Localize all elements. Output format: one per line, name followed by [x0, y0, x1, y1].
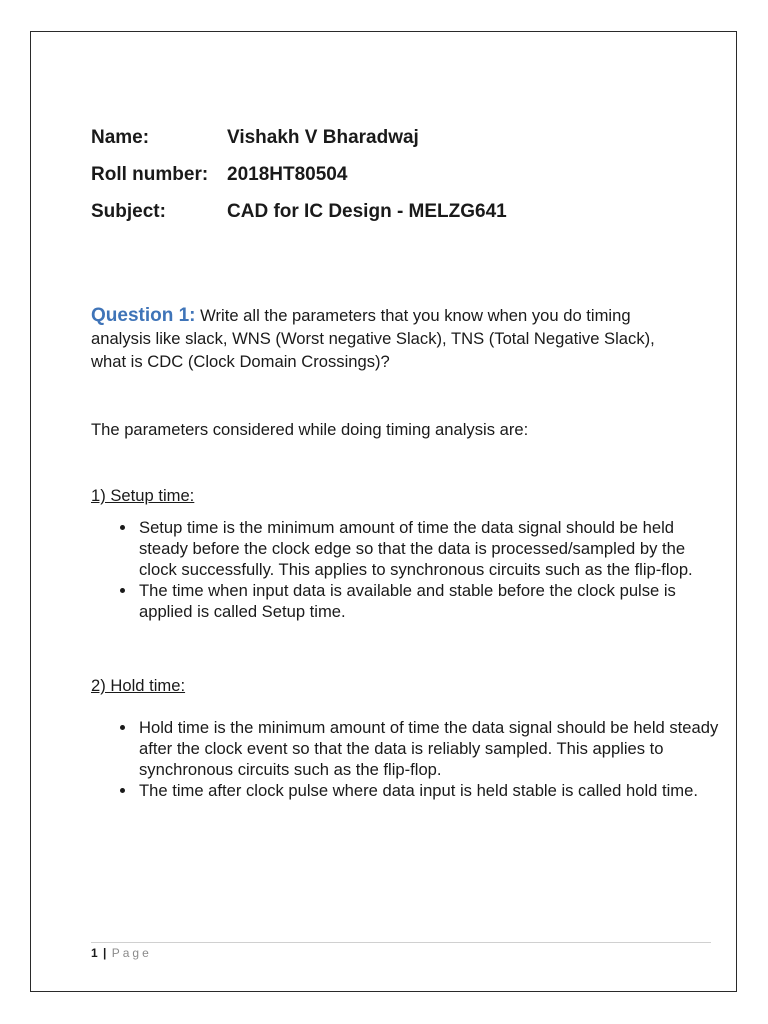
list-item: • The time after clock pulse where data input is held stable is called hold time.	[137, 780, 727, 801]
footer-divider	[91, 942, 711, 943]
subject-row	[91, 201, 691, 238]
intro-paragraph: The parameters considered while doing timing analysis are:	[91, 420, 529, 439]
question-paragraph	[91, 304, 691, 373]
page-number: 1	[91, 946, 99, 960]
footer-separator: |	[103, 946, 108, 960]
hold-time-bullets	[107, 717, 727, 801]
list-item: • Hold time is the minimum amount of time the data signal should be held steady after the clock event so that the data is reliably sampled. This applies to synchronous circuits such as the flip-flop.	[137, 717, 727, 780]
roll-number-label: Roll number:	[91, 164, 209, 185]
subject-label: Subject:	[91, 201, 166, 222]
hold-time-heading: 2) Hold time:	[91, 676, 186, 695]
roll-number-row	[91, 164, 691, 201]
question-text: Write all the parameters that you know when you do timing analysis like slack, WNS (Worst negative Slack), TNS (Total Negative Slack), what is CDC (Clock Domain Crossings)?	[91, 306, 655, 371]
question-label: Question 1:	[91, 305, 196, 326]
name-value: Vishakh V Bharadwaj	[227, 127, 419, 148]
setup-time-heading: 1) Setup time:	[91, 486, 195, 505]
page-label: Page	[111, 946, 152, 960]
student-info	[91, 127, 691, 238]
name-label: Name:	[91, 127, 150, 148]
setup-time-bullets	[107, 517, 727, 622]
list-item: • Setup time is the minimum amount of time the data signal should be held steady before the clock edge so that the data is processed/sampled by the clock successfully. This applies to synchronous circuits such as the flip-flop.	[137, 517, 727, 580]
list-item: • The time when input data is available and stable before the clock pulse is applied is called Setup time.	[137, 580, 727, 622]
document-page	[30, 31, 737, 992]
page-footer	[91, 946, 152, 960]
subject-value: CAD for IC Design - MELZG641	[227, 201, 507, 222]
roll-number-value: 2018HT80504	[227, 164, 348, 185]
name-row	[91, 127, 691, 164]
